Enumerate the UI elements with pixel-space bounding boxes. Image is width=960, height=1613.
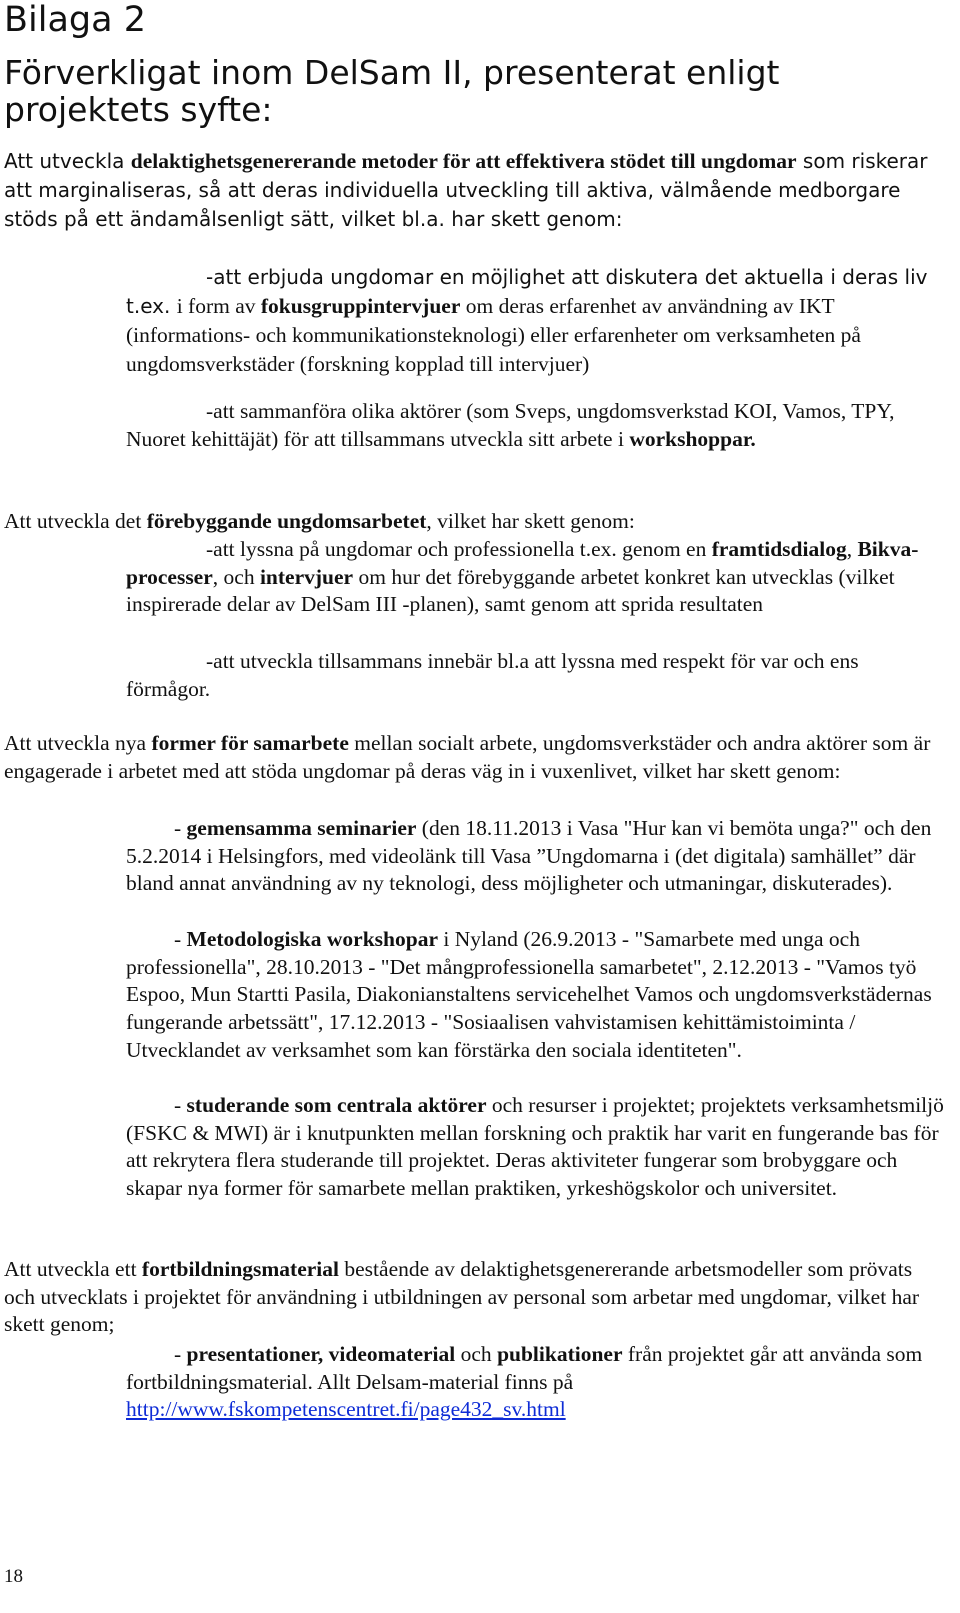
page-number: 18 bbox=[4, 1566, 23, 1587]
page-subheading: Förverkligat inom DelSam II, presenterat enligt projektets syfte: bbox=[4, 53, 780, 129]
bullet-workshopar: - Metodologiska workshopar i Nyland (26.9.2013 - "Samarbete med unga och professionella", 28.10.2013 - "Det mångprofessionella samarbetet", 2.12.2013 - "Vamos työ Espoo, Mun Startti Pasila, Diakonianstaltens servicehelhet Vamos och ungdomsverkstädernas fungerande arbetssätt", 17.12.2013 - "Sosiaalisen vahvistamisen kehittämistoiminta / Utvecklandet av verksamhet som kan förstärka den sociala identiteten". bbox=[126, 927, 932, 1062]
bullet-lyssna: -att lyssna på ungdomar och professionella t.ex. genom en framtidsdialog, Bikva-processer, och intervjuer om hur det förebyggande arbetet konkret kan utvecklas (vilket inspirerade delar av DelSam III -planen), samt genom att sprida resultaten bbox=[126, 537, 919, 617]
bullet-seminarier: - gemensamma seminarier (den 18.11.2013 i Vasa "Hur kan vi bemöta unga?" och den 5.2.2014 i Helsingfors, med videolänk till Vasa ”Ungdomarna i (det digitala) samhället” där bland annat användning av ny teknologi, dess möjligheter och utmaningar, diskuterades). bbox=[126, 816, 932, 896]
bullet-studerande: - studerande som centrala aktörer och resurser i projektet; projektets verksamhetsmiljö (FSKC & MWI) är i knutpunkten mellan forskning och praktik har varit en fungerande bas för att rekrytera flera studerande till projektet. Deras aktiviteter fungerar som brobyggare och skapar nya former för samarbete mellan praktiken, yrkeshögskolor och universitet. bbox=[126, 1093, 944, 1201]
bullet-presentationer: - presentationer, videomaterial och publikationer från projektet går att använda som fortbildningsmaterial. Allt Delsam-material finns på http://www.fskompetenscentret.fi/page432_sv.html bbox=[126, 1342, 923, 1422]
delsam-material-link[interactable]: http://www.fskompetenscentret.fi/page432_sv.html bbox=[126, 1397, 566, 1422]
intro-paragraph: Att utveckla delaktighetsgenererande metoder för att effektivera stödet till ungdomar som riskerar att marginaliseras, så att deras individuella utveckling till aktiva, välmående medborgare stöds på ett ändamålsenligt sätt, vilket bl.a. har skett genom: bbox=[4, 149, 928, 231]
paragraph-forebyggande: Att utveckla det förebyggande ungdomsarbetet, vilket har skett genom: bbox=[4, 509, 635, 533]
intro-bold: delaktighetsgenererande metoder för att effektivera stödet till ungdomar bbox=[130, 149, 797, 173]
bullet-tillsammans: -att utveckla tillsammans innebär bl.a att lyssna med respekt för var och ens förmågor. bbox=[126, 649, 859, 701]
page-heading: Bilaga 2 bbox=[4, 0, 146, 40]
paragraph-samarbete: Att utveckla nya former för samarbete mellan socialt arbete, ungdomsverkstäder och andra aktörer som är engagerade i arbetet med att stöda ungdomar på deras väg in i vuxenlivet, vilket har skett genom: bbox=[4, 731, 931, 783]
bullet-fokusgrupp: -att erbjuda ungdomar en möjlighet att diskutera det aktuella i deras liv t.ex. i form av fokusgruppintervjuer om deras erfarenhet av användning av IKT (informations- och kommunikationsteknologi) eller erfarenheter om verksamheten på ungdomsverkstäder (forskning kopplad till intervjuer) bbox=[126, 265, 928, 376]
paragraph-fortbildning: Att utveckla ett fortbildningsmaterial bestående av delaktighetsgenererande arbetsmodeller som prövats och utvecklats i projektet för användning i utbildningen av personal som arbetar med ungdomar, vilket har skett genom; bbox=[4, 1257, 920, 1337]
bullet-workshoppar: -att sammanföra olika aktörer (som Sveps, ungdomsverkstad KOI, Vamos, TPY, Nuoret kehittäjät) för att tillsammans utveckla sitt arbete i workshoppar. bbox=[126, 399, 895, 451]
